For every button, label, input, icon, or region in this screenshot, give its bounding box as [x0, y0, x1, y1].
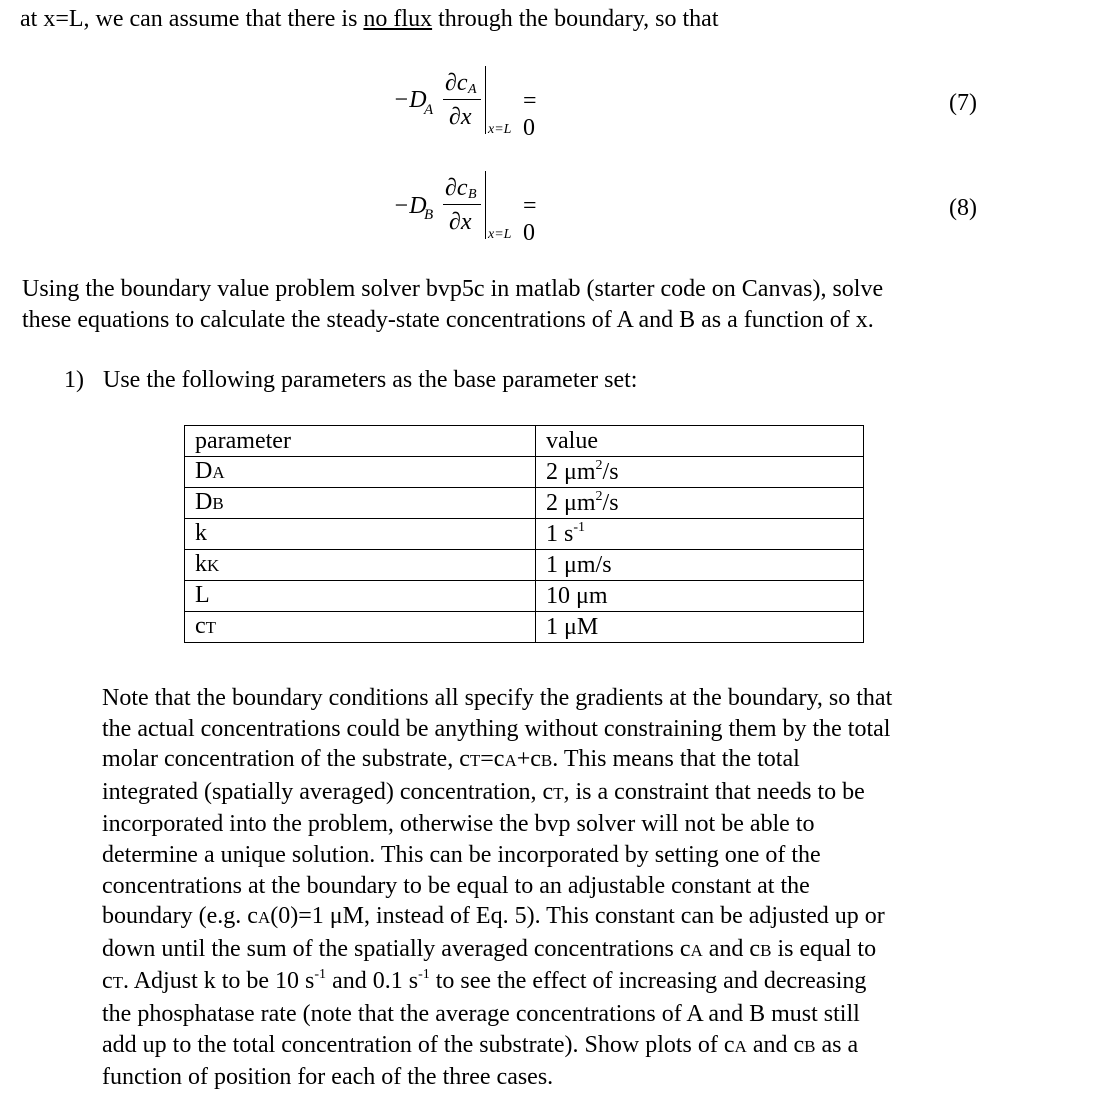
- eq7-evaluated-at: x=L: [488, 122, 512, 137]
- eq7-neg-d: −D: [393, 87, 427, 113]
- eq7-num-sub: A: [468, 82, 477, 97]
- eq7-rhs: = 0: [523, 88, 537, 141]
- eq8-evaluated-at: x=L: [488, 227, 512, 242]
- note-line: function of position for each of the three cases.: [102, 1064, 554, 1091]
- no-flux-underlined: no flux: [363, 6, 433, 32]
- eq7-d-sub: A: [424, 102, 434, 118]
- table-header-row: [185, 426, 864, 457]
- eq8-d-sub: B: [424, 207, 434, 223]
- eq7-fraction-bar: [443, 99, 481, 100]
- eq8-fraction-bar: [443, 204, 481, 205]
- note-line: down until the sum of the spatially averaged concentrations cA and cB is equal to: [102, 935, 877, 962]
- param-name: cT: [185, 611, 536, 642]
- param-value: 1 $s^{-1}$: [536, 518, 864, 549]
- eq8-numerator: ∂c: [445, 175, 468, 201]
- table-row: [185, 456, 864, 487]
- eq8-num-sub: B: [468, 187, 477, 202]
- note-line: add up to the total concentration of the substrate). Show plots of cA and cB as a: [102, 1031, 859, 1058]
- header-value: value: [536, 426, 864, 457]
- eq8-denominator: ∂x: [449, 209, 472, 235]
- note-line: concentrations at the boundary to be equal to an adjustable constant at the: [102, 872, 810, 899]
- table-row: [185, 487, 864, 518]
- note-line: determine a unique solution. This can be incorporated by setting one of the: [102, 841, 821, 868]
- table-row: [185, 611, 864, 642]
- table-row: [185, 549, 864, 580]
- param-value: 10 μm: [536, 580, 864, 611]
- note-line: the actual concentrations could be anything without constraining them by the total: [102, 715, 891, 742]
- param-value: 1 μm/s: [536, 549, 864, 580]
- intro-text-after: through the boundary, so that: [432, 6, 719, 32]
- param-name: kK: [185, 549, 536, 580]
- param-name: DA: [185, 456, 536, 487]
- param-name: k: [185, 518, 536, 549]
- equation-number-8: (8): [949, 195, 977, 221]
- eq8-eval-bar: [485, 171, 486, 239]
- param-value: 2 $\mu m^2/s$: [536, 456, 864, 487]
- note-line: boundary (e.g. cA(0)=1 μM, instead of Eq. 5). This constant can be adjusted up or: [102, 903, 885, 930]
- eq7-numerator: ∂c: [445, 70, 468, 96]
- note-line: integrated (spatially averaged) concentration, cT, is a constraint that needs to be: [102, 778, 865, 805]
- list-marker: 1): [64, 367, 84, 393]
- note-line: Note that the boundary conditions all specify the gradients at the boundary, so that: [102, 685, 893, 711]
- param-name: L: [185, 580, 536, 611]
- note-line: the phosphatase rate (note that the average concentrations of A and B must still: [102, 1000, 860, 1027]
- intro-line: [20, 7, 719, 31]
- note-line: cT. Adjust k to be 10 $s^{-1}$ and 0.1 $s^{-1}$ to see the effect of increasing and decreasing: [102, 967, 867, 995]
- note-paragraph: [102, 683, 992, 1093]
- eq7-eval-bar: [485, 66, 486, 134]
- note-line: incorporated into the problem, otherwise the bvp solver will not be able to: [102, 811, 815, 838]
- parameter-table: [184, 425, 864, 643]
- instruction-line-1: Using the boundary value problem solver bvp5c in matlab (starter code on Canvas), solve: [22, 276, 884, 302]
- eq7-denominator: ∂x: [449, 104, 472, 130]
- param-value: 1 μM: [536, 611, 864, 642]
- equation-number-7: (7): [949, 90, 977, 116]
- param-name: DB: [185, 487, 536, 518]
- instruction-line-2: these equations to calculate the steady-state concentrations of A and B as a function of x.: [22, 307, 874, 333]
- eq8-rhs: = 0: [523, 193, 537, 246]
- param-value: 2 $\mu m^2/s$: [536, 487, 864, 518]
- note-line: molar concentration of the substrate, cT=cA+cB. This means that the total: [102, 746, 800, 773]
- header-parameter: parameter: [185, 426, 536, 457]
- table-row: [185, 580, 864, 611]
- table-row: [185, 518, 864, 549]
- intro-text-before: at x=L, we can assume that there is: [20, 6, 364, 32]
- list-item-text: Use the following parameters as the base parameter set:: [103, 367, 638, 393]
- eq8-neg-d: −D: [393, 193, 427, 219]
